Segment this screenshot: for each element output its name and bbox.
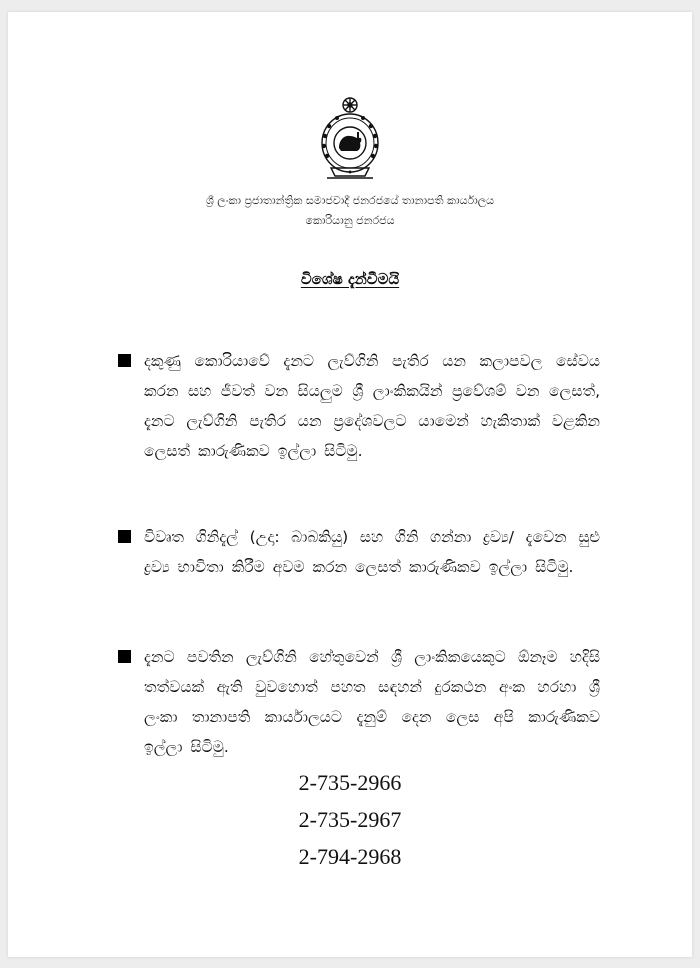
phone-number: 2-794-2968 (298, 844, 402, 869)
notice-page (8, 12, 692, 957)
black-square-bullet-icon (118, 354, 131, 367)
organization-name: ශ්‍රී ලංකා ප්‍රජාතාන්ත්‍රික සමාජවාදී ජනරජයේ තානාපති කාර්යාලය (205, 194, 495, 207)
phone-number-list (8, 764, 692, 875)
black-square-bullet-icon (118, 650, 131, 663)
notice-paragraph-1 (118, 346, 600, 466)
notice-paragraph-3 (118, 642, 600, 762)
phone-number: 2-735-2967 (298, 807, 402, 832)
notice-paragraph-2 (118, 522, 600, 582)
black-square-bullet-icon (118, 530, 131, 543)
paragraph-text: දැනට පවතින ලැව්ගිනි හේතුවෙන් ශ්‍රී ලාංකිකයෙකුට ඕනෑම හදිසි තත්වයක් ඇති වුවහොත් පහත සඳහන් දුරකථන අංක හරහා ශ්‍රී ලංකා තානාපති කාර්යාලයට දැනුම් දෙන ලෙස අපි කාරුණිකව ඉල්ලා සිටිමු. (144, 648, 600, 756)
notice-title: විශේෂ දැන්වීමයි (300, 270, 400, 288)
sri-lanka-national-emblem-icon (317, 96, 383, 182)
phone-number: 2-735-2966 (298, 770, 402, 795)
country-name: කොරියානු ජනරජය (305, 214, 395, 227)
paragraph-text: දකුණු කොරියාවේ දැනට ලැව්ගිනි පැතිර යන කලාපවල සේවය කරන සහ ජීවත් වන සියලුම ශ්‍රී ලාංකිකයින් ප්‍රවේශම් වන ලෙසත්, දැනට ලැව්ගිනි පැතිර යන ප්‍රදේශවලට යාමෙන් හැකිතාක් වළකින ලෙසත් කාරුණිකව ඉල්ලා සිටිමු. (144, 352, 600, 460)
paragraph-text: විවෘත ගිනිදැල් (උදා: බාබකියු) සහ ගිනි ගන්නා ද්‍රව්‍ය/ දැවෙන සුළු ද්‍රව්‍ය භාවිතා කිරීම අවම කරන ලෙසත් කාරුණිකව ඉල්ලා සිටිමු. (144, 528, 600, 576)
